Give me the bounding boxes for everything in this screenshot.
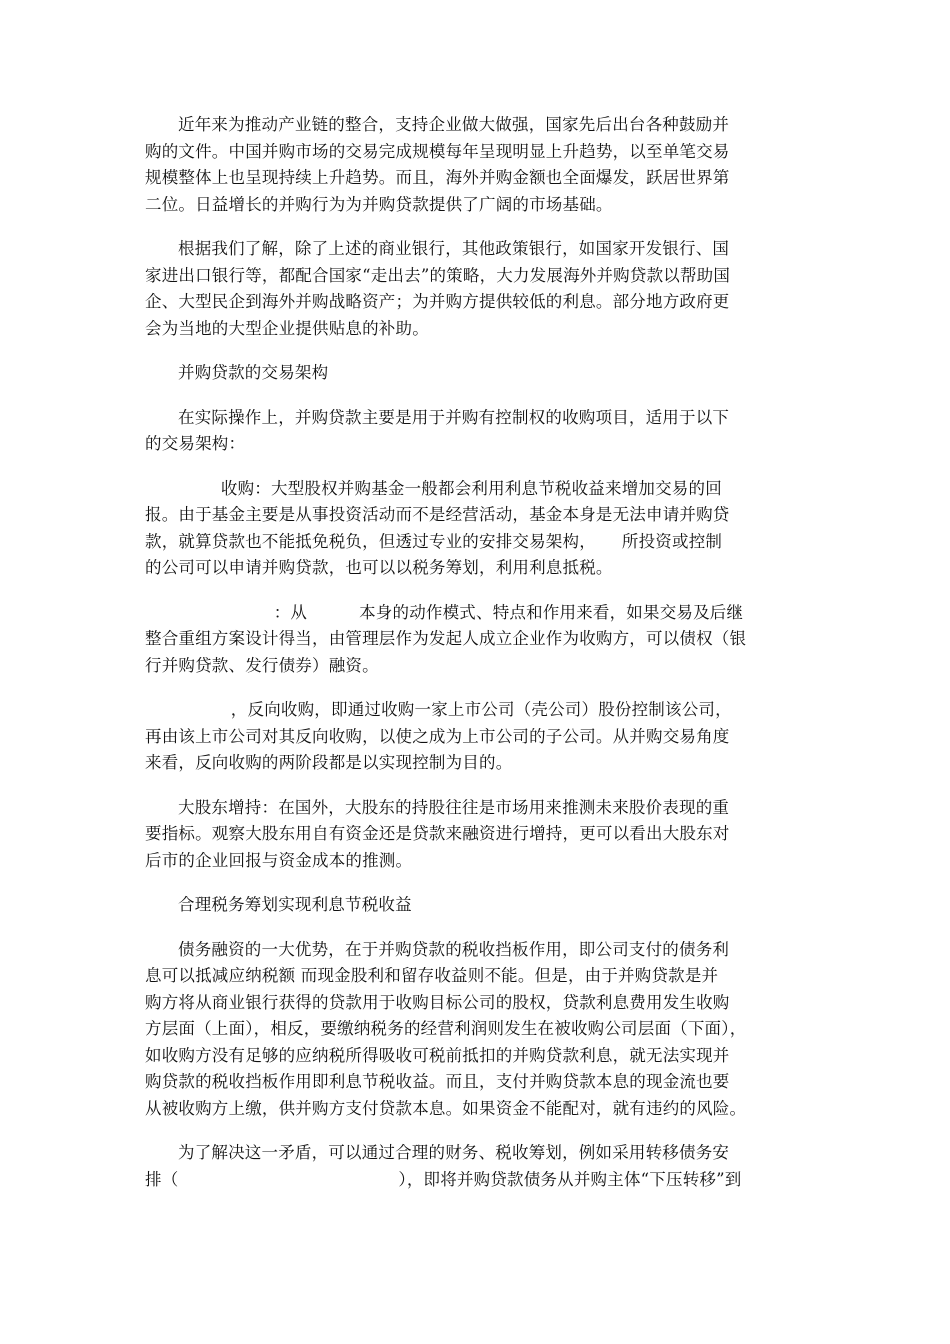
text-line: 来看，反向收购的两阶段都是以实现控制为目的。 bbox=[145, 753, 513, 772]
text-segment: ：从 bbox=[273, 602, 308, 622]
text-line: 后市的企业回报与资金成本的推测。 bbox=[145, 850, 413, 870]
section-heading-tax-planning: 合理税务筹划实现利息节税收益 bbox=[178, 895, 412, 914]
text-line: 从被收购方上缴，供并购方支付贷款本息。如果资金不能配对，就有违约的风险。 bbox=[145, 1098, 747, 1118]
text-line: 要指标。观察大股东用自有资金还是贷款来融资进行增持，更可以看出大股东对 bbox=[145, 824, 730, 843]
paragraph-acquisition-fund bbox=[145, 476, 810, 582]
paragraph-policy-banks bbox=[145, 236, 810, 342]
text-line: 的公司可以申请并购贷款，也可以以税务筹划，利用利息抵税。 bbox=[145, 558, 613, 577]
paragraph-management-buyout bbox=[145, 600, 810, 680]
text-line: 企、大型民企到海外并购战略资产；为并购方提供较低的利息。部分地方政府更 bbox=[145, 292, 730, 311]
text-segment: 本身的动作模式、特点和作用来看，如果交易及后继 bbox=[359, 602, 744, 622]
paragraph-debt-financing bbox=[145, 937, 810, 1123]
text-line: 方层面（上面），相反，要缴纳税务的经营利润则发生在被收购公司层面（下面）， bbox=[145, 1019, 747, 1038]
text-line: 规模整体上也呈现持续上升趋势。而且，海外并购金额也全面爆发，跃居世界第 bbox=[145, 168, 730, 187]
paragraph-reverse-acquisition bbox=[145, 697, 810, 777]
section-heading-transaction-structure: 并购贷款的交易架构 bbox=[178, 363, 329, 382]
text-line: 报。由于基金主要是从事投资活动而不是经营活动，基金本身是无法申请并购贷 bbox=[145, 505, 730, 524]
text-line: 会为当地的大型企业提供贴息的补助。 bbox=[145, 318, 429, 338]
text-segment: 排（ bbox=[145, 1169, 179, 1189]
text-line: 家进出口银行等，都配合国家“走出去”的策略，大力发展海外并购贷款以帮助国 bbox=[145, 265, 731, 285]
text-line: 如收购方没有足够的应纳税所得吸收可税前抵扣的并购贷款利息，就无法实现并 bbox=[145, 1045, 730, 1065]
text-line: 购方将从商业银行获得的贷款用于收购目标公司的股权，贷款利息费用发生收购 bbox=[145, 992, 730, 1012]
text-segment: ），即将并购贷款债务从并购主体“下压转移”到 bbox=[398, 1169, 742, 1189]
text-line bbox=[145, 600, 810, 627]
text-line: 再由该上市公司对其反向收购，以使之成为上市公司的子公司。从并购交易角度 bbox=[145, 726, 730, 746]
text-line: 购贷款的税收挡板作用即利息节税收益。而且，支付并购贷款本息的现金流也要 bbox=[145, 1072, 730, 1091]
paragraph-shareholder-increase bbox=[145, 795, 810, 875]
text-line: 的交易架构： bbox=[145, 434, 246, 453]
text-line: 行并购贷款、发行债券）融资。 bbox=[145, 655, 379, 675]
paragraph-debt-push-down bbox=[145, 1140, 810, 1193]
text-line: 购的文件。中国并购市场的交易完成规模每年呈现明显上升趋势，以至单笔交易 bbox=[145, 141, 730, 161]
text-line: 收购：大型股权并购基金一般都会利用利息节税收益来增加交易的回 bbox=[220, 478, 722, 498]
text-segment: 款，就算贷款也不能抵免税负，但透过专业的安排交易架构， bbox=[145, 531, 596, 551]
text-line: 近年来为推动产业链的整合，支持企业做大做强，国家先后出台各种鼓励并 bbox=[178, 115, 730, 134]
text-line: 债务融资的一大优势，在于并购贷款的税收挡板作用，即公司支付的债务利 bbox=[178, 939, 730, 959]
paragraph-market-trend bbox=[145, 112, 810, 218]
paragraph-structure-intro bbox=[145, 405, 810, 458]
text-segment: 所投资或控制 bbox=[621, 531, 723, 551]
text-line: 整合重组方案设计得当，由管理层作为发起人成立企业作为收购方，可以债权（银 bbox=[145, 629, 747, 648]
text-line bbox=[145, 529, 810, 556]
text-line: 二位。日益增长的并购行为为并购贷款提供了广阔的市场基础。 bbox=[145, 194, 613, 214]
text-line bbox=[145, 1167, 810, 1194]
document-page bbox=[145, 112, 810, 1211]
text-line: 为了解决这一矛盾，可以通过合理的财务、税收筹划，例如采用转移债务安 bbox=[178, 1143, 730, 1162]
text-line: 息可以抵减应纳税额 而现金股利和留存收益则不能。但是，由于并购贷款是并 bbox=[145, 966, 719, 985]
text-line: 根据我们了解，除了上述的商业银行，其他政策银行，如国家开发银行、国 bbox=[178, 239, 730, 258]
text-line: 大股东增持：在国外，大股东的持股往往是市场用来推测未来股价表现的重 bbox=[178, 797, 730, 817]
text-line: ，反向收购，即通过收购一家上市公司（壳公司）股份控制该公司， bbox=[230, 700, 732, 719]
text-line: 在实际操作上，并购贷款主要是用于并购有控制权的收购项目，适用于以下 bbox=[178, 407, 730, 427]
